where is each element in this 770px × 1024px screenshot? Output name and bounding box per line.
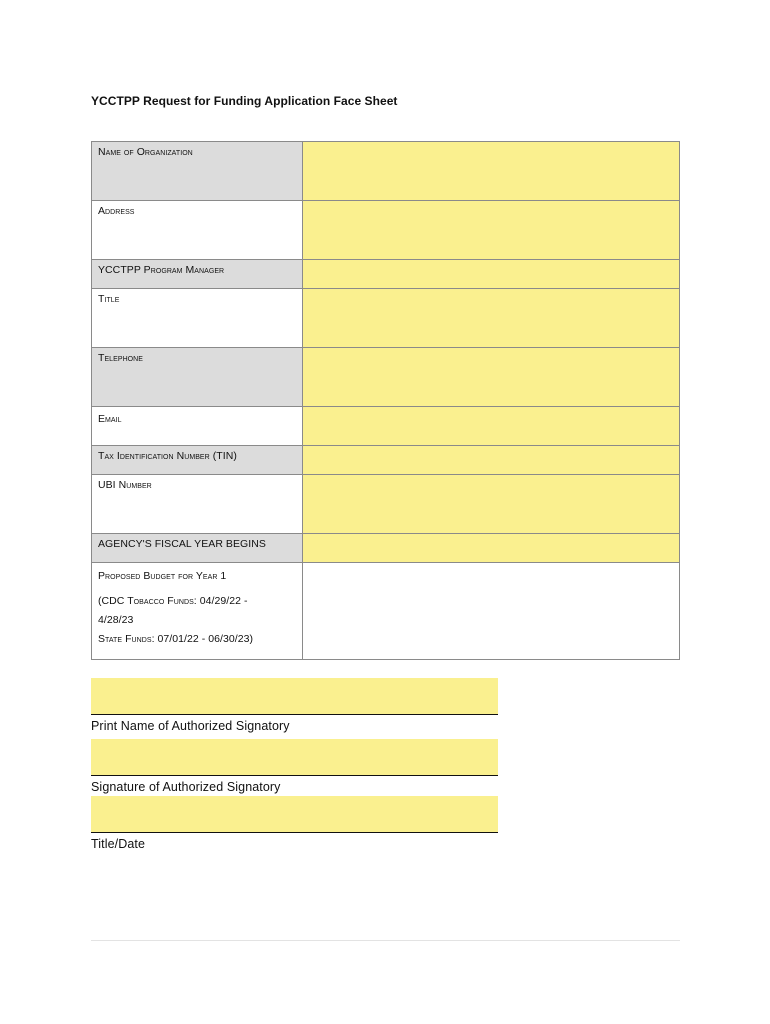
telephone-field[interactable]	[303, 348, 680, 407]
tin-field[interactable]	[303, 446, 680, 475]
email-field[interactable]	[303, 407, 680, 446]
table-row	[92, 446, 680, 475]
label-organization-name: Name of Organization	[92, 142, 303, 201]
table-row	[92, 260, 680, 289]
budget-label-heading: Proposed Budget for Year 1	[98, 570, 227, 582]
table-row	[92, 201, 680, 260]
footer-divider	[91, 940, 680, 941]
organization-name-field[interactable]	[303, 142, 680, 201]
label-proposed-budget	[92, 563, 303, 660]
label-telephone: Telephone	[92, 348, 303, 407]
face-sheet-table	[91, 141, 680, 660]
label-address: Address	[92, 201, 303, 260]
table-row	[92, 534, 680, 563]
fiscal-year-field[interactable]	[303, 534, 680, 563]
signature-block-print-name	[91, 678, 498, 733]
title-field[interactable]	[303, 289, 680, 348]
label-ubi-number: UBI Number	[92, 475, 303, 534]
signature-block-title-date	[91, 796, 498, 851]
signature-block-signature	[91, 739, 498, 794]
label-program-manager: YCCTPP Program Manager	[92, 260, 303, 289]
label-email: Email	[92, 407, 303, 446]
title-date-label: Title/Date	[91, 837, 146, 851]
label-tin: Tax Identification Number (TIN)	[92, 446, 303, 475]
print-name-label: Print Name of Authorized Signatory	[91, 719, 290, 733]
table-row	[92, 142, 680, 201]
label-fiscal-year: AGENCY'S FISCAL YEAR BEGINS	[92, 534, 303, 563]
table-row	[92, 289, 680, 348]
budget-note-line: 4/28/23	[98, 614, 134, 626]
table-row	[92, 348, 680, 407]
table-row	[92, 475, 680, 534]
print-name-field[interactable]	[91, 678, 498, 715]
table-row	[92, 563, 680, 660]
page-title: YCCTPP Request for Funding Application Face Sheet	[91, 94, 398, 108]
signature-label: Signature of Authorized Signatory	[91, 780, 281, 794]
ubi-number-field[interactable]	[303, 475, 680, 534]
program-manager-field[interactable]	[303, 260, 680, 289]
label-title: Title	[92, 289, 303, 348]
table-row	[92, 407, 680, 446]
signature-field[interactable]	[91, 739, 498, 776]
budget-note-line: State Funds: 07/01/22 - 06/30/23)	[98, 633, 254, 645]
title-date-field[interactable]	[91, 796, 498, 833]
address-field[interactable]	[303, 201, 680, 260]
proposed-budget-field[interactable]	[303, 563, 680, 660]
budget-note-line: (CDC Tobacco Funds: 04/29/22 -	[98, 595, 248, 607]
